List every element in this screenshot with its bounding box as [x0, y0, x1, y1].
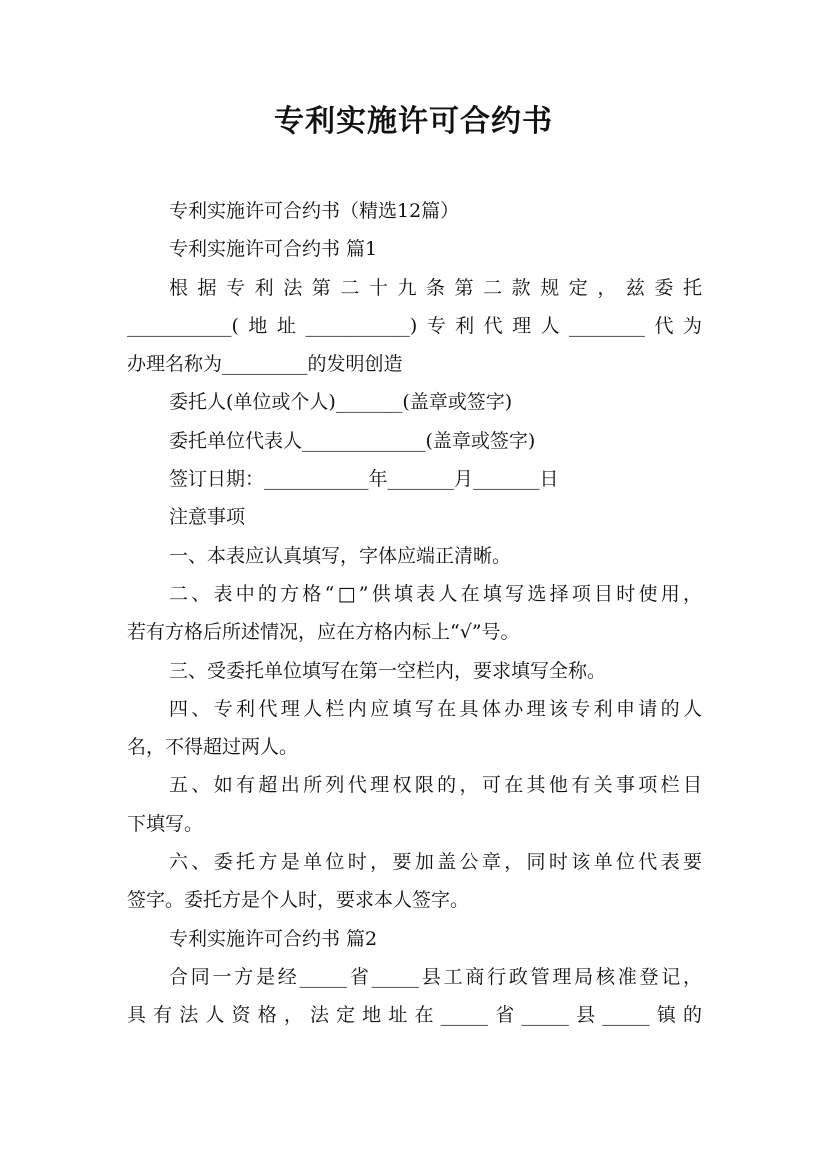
paragraph-line: 二、表中的方格“□”供填表人在填写选择项目时使用，: [169, 582, 702, 605]
paragraph-line: 三、受委托单位填写在第一空栏内，要求填写全称。: [169, 659, 607, 682]
paragraph-line: 一、本表应认真填写，字体应端正清晰。: [169, 544, 512, 567]
paragraph-line: 合同一方是经_____省_____县工商行政管理局核准登记，: [169, 965, 702, 988]
paragraph-line: 根据专利法第二十九条第二款规定，兹委托: [169, 276, 702, 299]
document-title: 专利实施许可合约书: [274, 104, 553, 139]
paragraph-line: 办理名称为_________的发明创造: [127, 353, 403, 376]
paragraph-line: 签订日期：___________年_______月_______日: [169, 468, 559, 491]
notes-heading: 注意事项: [169, 506, 246, 529]
paragraph-line: 五、如有超出所列代理权限的，可在其他有关事项栏目: [169, 774, 702, 797]
paragraph-line: 委托人(单位或个人)_______(盖章或签字): [169, 391, 513, 414]
section-heading-1: 专利实施许可合约书 篇1: [169, 238, 378, 261]
paragraph-line: 四、专利代理人栏内应填写在具体办理该专利申请的人: [169, 697, 702, 720]
subtitle-line: 专利实施许可合约书（精选12篇）: [169, 200, 460, 222]
paragraph-line: 下填写。: [127, 812, 204, 835]
paragraph-line: 若有方格后所述情况，应在方格内标上“√”号。: [127, 621, 520, 644]
paragraph-line: 具有法人资格，法定地址在_____省_____县_____镇的: [127, 1004, 702, 1027]
paragraph-line: 签字。委托方是个人时，要求本人签字。: [127, 889, 470, 912]
document-body: [127, 192, 702, 1035]
paragraph-line: ___________(地址___________)专利代理人________代为: [127, 314, 702, 337]
paragraph-line: 六、委托方是单位时，要加盖公章，同时该单位代表要: [169, 851, 702, 874]
paragraph-line: 委托单位代表人_____________(盖章或签字): [169, 429, 536, 452]
section-heading-2: 专利实施许可合约书 篇2: [169, 927, 378, 950]
paragraph-line: 名，不得超过两人。: [127, 736, 299, 759]
